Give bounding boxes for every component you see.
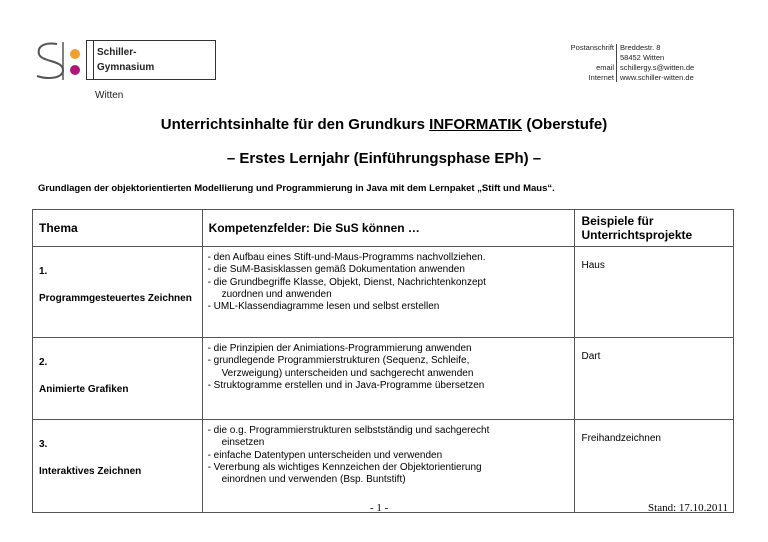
curriculum-table: [32, 209, 734, 513]
beispiel-cell: Haus: [575, 247, 734, 338]
table-row: [33, 338, 734, 420]
thema-cell: [33, 338, 203, 420]
kompetenz-cell: - die Prinzipien der Animiations-Programmierung anwenden - grundlegende Programmierstrukturen (Sequenz, Schleife, Verzweigung) unterscheiden und sachgerecht anwenden - Struktogramme erstellen und in Java-Programme übersetzen: [202, 338, 575, 420]
thema-number: 1.: [39, 266, 48, 277]
page-number: - 1 -: [370, 502, 389, 514]
thema-cell: [33, 247, 203, 338]
beispiel-cell: Freihandzeichnen: [575, 420, 734, 513]
address-label: email: [596, 63, 614, 72]
thema-number: 3.: [39, 439, 48, 450]
logo-s-icon: [33, 40, 89, 82]
logo-name-line2: Gymnasium: [97, 62, 155, 73]
intro-text: Grundlagen der objektorientierten Modellierung und Programmierung in Java mit dem Lernpaket „Stift und Maus“.: [38, 183, 555, 194]
page-subtitle: – Erstes Lernjahr (Einführungsphase EPh) –: [226, 150, 542, 167]
address-label: Internet: [588, 73, 614, 82]
address-email: schillergy.s@witten.de: [620, 63, 695, 72]
page-title: Unterrichtsinhalte für den Grundkurs INFORMATIK (Oberstufe): [160, 116, 608, 133]
thema-number: 2.: [39, 357, 48, 368]
address-values: [620, 43, 694, 83]
orange-dot-icon: [70, 49, 80, 59]
header-kompetenz: Kompetenzfelder: Die SuS können …: [202, 210, 575, 247]
thema-title: Interaktives Zeichnen: [39, 466, 142, 477]
city-label: Witten: [95, 90, 124, 101]
beispiel-cell: Dart: [575, 338, 734, 420]
address-website: www.schiller-witten.de: [620, 73, 694, 82]
logo-name-box: [86, 40, 216, 80]
table-row: [33, 420, 734, 513]
kompetenz-cell: - den Aufbau eines Stift-und-Maus-Programms nachvollziehen. - die SuM-Basisklassen gemäß Dokumentation anwenden - die Grundbegriffe Klasse, Objekt, Dienst, Nachrichtenkonzept zuordnen und anwenden - UML-Klassendiagramme lesen und selbst erstellen: [202, 247, 575, 338]
address-labels: [571, 43, 614, 83]
school-logo: [33, 40, 217, 82]
address-street: Breddestr. 8: [620, 43, 661, 52]
header-beispiele: Beispiele für Unterrichtsprojekte: [575, 210, 734, 247]
table-header-row: [33, 210, 734, 247]
subject-name: INFORMATIK: [429, 116, 523, 133]
address-label: [571, 53, 614, 63]
table-row: [33, 247, 734, 338]
thema-title: Animierte Grafiken: [39, 384, 129, 395]
address-divider: [616, 44, 617, 82]
address-city: 58452 Witten: [620, 53, 665, 62]
document-date: Stand: 17.10.2011: [648, 502, 728, 514]
address-label: Postanschrift: [570, 43, 614, 52]
header-thema: Thema: [33, 210, 203, 247]
kompetenz-cell: - die o.g. Programmierstrukturen selbstständig und sachgerecht einsetzen - einfache Datentypen unterscheiden und verwenden - Vererbung als wichtiges Kennzeichen der Objektorientierung einordnen und verwenden (Bsp. Buntstift): [202, 420, 575, 513]
thema-title: Programmgesteuertes Zeichnen: [39, 293, 192, 304]
magenta-dot-icon: [70, 65, 80, 75]
logo-name-line1: Schiller-: [97, 47, 137, 58]
thema-cell: [33, 420, 203, 513]
